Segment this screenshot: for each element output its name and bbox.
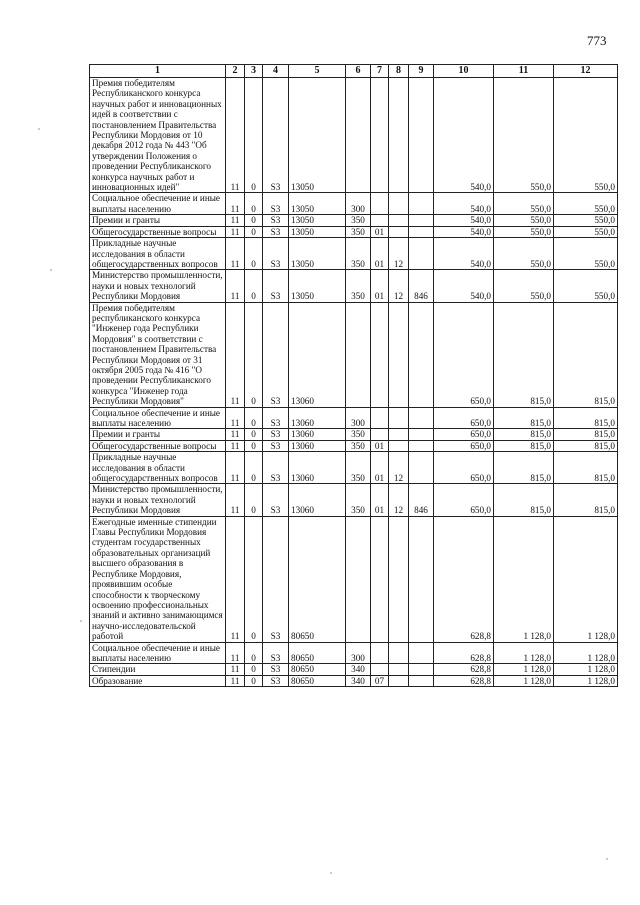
row-value-cell: 01 bbox=[371, 270, 389, 302]
row-value-cell: 11 bbox=[226, 270, 245, 302]
row-value-cell: S3 bbox=[263, 270, 289, 302]
row-value-cell: 350 bbox=[346, 238, 371, 270]
row-value-cell: 540,0 bbox=[434, 270, 494, 302]
row-value-cell: 01 bbox=[371, 226, 389, 237]
row-value-cell: 815,0 bbox=[554, 452, 618, 484]
row-value-cell: 650,0 bbox=[434, 302, 494, 407]
scan-speck bbox=[50, 269, 52, 271]
row-value-cell: 350 bbox=[346, 226, 371, 237]
row-value-cell bbox=[389, 78, 409, 193]
row-value-cell: 815,0 bbox=[494, 407, 554, 429]
row-value-cell: 0 bbox=[245, 452, 263, 484]
row-value-cell: 550,0 bbox=[494, 78, 554, 193]
row-value-cell bbox=[409, 215, 434, 226]
table-row bbox=[90, 215, 618, 226]
row-value-cell: 0 bbox=[245, 302, 263, 407]
row-name-cell: Министерство промышленности, науки и новых технологий Республики Мордовия bbox=[90, 484, 226, 516]
row-value-cell: 550,0 bbox=[494, 238, 554, 270]
row-value-cell bbox=[409, 440, 434, 451]
table-row bbox=[90, 484, 618, 516]
row-name-cell: Премия победителям республиканского конкурса "Инженер года Республики Мордовия" в соответствии с постановлением Правительства Республики Мордовия от 31 октября 2005 года № 416 "О проведении Республиканского конкурса "Инженер года Республики Мордовия" bbox=[90, 302, 226, 407]
row-value-cell bbox=[409, 429, 434, 440]
row-value-cell bbox=[371, 664, 389, 675]
table-row bbox=[90, 675, 618, 686]
row-name-cell: Общегосударственные вопросы bbox=[90, 226, 226, 237]
row-value-cell: 350 bbox=[346, 429, 371, 440]
header-cell: 7 bbox=[371, 65, 389, 78]
row-value-cell: 550,0 bbox=[494, 215, 554, 226]
row-value-cell: 11 bbox=[226, 215, 245, 226]
header-cell: 10 bbox=[434, 65, 494, 78]
row-value-cell: 80650 bbox=[289, 664, 346, 675]
row-value-cell: 0 bbox=[245, 429, 263, 440]
row-value-cell: 1 128,0 bbox=[494, 675, 554, 686]
row-value-cell: 650,0 bbox=[434, 440, 494, 451]
row-name-cell: Стипендии bbox=[90, 664, 226, 675]
row-value-cell: 650,0 bbox=[434, 407, 494, 429]
row-value-cell: 628,8 bbox=[434, 664, 494, 675]
scan-speck bbox=[330, 872, 332, 874]
row-value-cell: S3 bbox=[263, 440, 289, 451]
row-value-cell: S3 bbox=[263, 664, 289, 675]
row-value-cell: 0 bbox=[245, 215, 263, 226]
table-row bbox=[90, 238, 618, 270]
row-value-cell: 0 bbox=[245, 440, 263, 451]
row-value-cell bbox=[389, 516, 409, 642]
row-value-cell: 815,0 bbox=[494, 429, 554, 440]
table-row bbox=[90, 452, 618, 484]
row-value-cell bbox=[371, 429, 389, 440]
row-value-cell: S3 bbox=[263, 452, 289, 484]
row-value-cell bbox=[389, 642, 409, 664]
row-value-cell: 11 bbox=[226, 78, 245, 193]
row-value-cell: 12 bbox=[389, 484, 409, 516]
row-value-cell: 815,0 bbox=[494, 452, 554, 484]
row-value-cell: 80650 bbox=[289, 516, 346, 642]
row-value-cell bbox=[371, 302, 389, 407]
header-cell: 1 bbox=[90, 65, 226, 78]
table-row bbox=[90, 78, 618, 193]
row-value-cell: 1 128,0 bbox=[554, 675, 618, 686]
row-value-cell: 01 bbox=[371, 484, 389, 516]
row-value-cell: 0 bbox=[245, 407, 263, 429]
row-value-cell: 350 bbox=[346, 270, 371, 302]
row-value-cell: 11 bbox=[226, 664, 245, 675]
row-value-cell: 350 bbox=[346, 215, 371, 226]
row-value-cell: 0 bbox=[245, 642, 263, 664]
row-value-cell: 540,0 bbox=[434, 193, 494, 215]
row-value-cell: 13060 bbox=[289, 407, 346, 429]
row-value-cell bbox=[371, 407, 389, 429]
row-value-cell: 0 bbox=[245, 226, 263, 237]
row-value-cell: 11 bbox=[226, 407, 245, 429]
row-value-cell: S3 bbox=[263, 238, 289, 270]
row-value-cell: 550,0 bbox=[554, 78, 618, 193]
row-name-cell: Образование bbox=[90, 675, 226, 686]
header-cell: 6 bbox=[346, 65, 371, 78]
row-value-cell bbox=[389, 226, 409, 237]
budget-table bbox=[89, 64, 618, 687]
row-name-cell: Общегосударственные вопросы bbox=[90, 440, 226, 451]
row-value-cell: 11 bbox=[226, 302, 245, 407]
row-value-cell bbox=[389, 302, 409, 407]
row-value-cell: 550,0 bbox=[494, 226, 554, 237]
row-value-cell: 0 bbox=[245, 675, 263, 686]
table-row bbox=[90, 193, 618, 215]
row-value-cell: 11 bbox=[226, 516, 245, 642]
row-value-cell: 550,0 bbox=[554, 226, 618, 237]
row-value-cell: 11 bbox=[226, 440, 245, 451]
row-value-cell bbox=[389, 193, 409, 215]
row-value-cell: 1 128,0 bbox=[494, 664, 554, 675]
row-value-cell: 13060 bbox=[289, 452, 346, 484]
row-value-cell bbox=[389, 429, 409, 440]
row-value-cell bbox=[371, 516, 389, 642]
row-value-cell: 540,0 bbox=[434, 238, 494, 270]
row-value-cell: 01 bbox=[371, 238, 389, 270]
row-name-cell: Министерство промышленности, науки и новых технологий Республики Мордовия bbox=[90, 270, 226, 302]
row-value-cell bbox=[346, 302, 371, 407]
row-value-cell bbox=[371, 78, 389, 193]
row-value-cell: 550,0 bbox=[554, 238, 618, 270]
row-value-cell: 07 bbox=[371, 675, 389, 686]
row-value-cell: 540,0 bbox=[434, 78, 494, 193]
scan-speck bbox=[38, 128, 40, 130]
table-row bbox=[90, 440, 618, 451]
header-cell: 12 bbox=[554, 65, 618, 78]
row-value-cell: 628,8 bbox=[434, 642, 494, 664]
row-value-cell bbox=[389, 675, 409, 686]
row-name-cell: Ежегодные именные стипендии Главы Республики Мордовия студентам государственных образовательных организаций высшего образования в Республике Мордовия, проявившим особые способности к творческому освоению профессиональных знаний и активно занимающимся научно-исследовательской работой bbox=[90, 516, 226, 642]
row-name-cell: Социальное обеспечение и иные выплаты населению bbox=[90, 193, 226, 215]
row-value-cell: 350 bbox=[346, 440, 371, 451]
row-value-cell: 01 bbox=[371, 440, 389, 451]
row-value-cell: 846 bbox=[409, 484, 434, 516]
header-cell: 5 bbox=[289, 65, 346, 78]
row-value-cell: 300 bbox=[346, 407, 371, 429]
row-value-cell: 846 bbox=[409, 270, 434, 302]
page-number: 773 bbox=[587, 33, 607, 48]
row-value-cell: 13050 bbox=[289, 238, 346, 270]
row-value-cell bbox=[389, 215, 409, 226]
row-value-cell: 11 bbox=[226, 226, 245, 237]
row-value-cell: 650,0 bbox=[434, 452, 494, 484]
row-value-cell: 13060 bbox=[289, 429, 346, 440]
row-value-cell bbox=[409, 642, 434, 664]
row-value-cell: 11 bbox=[226, 429, 245, 440]
row-value-cell bbox=[409, 226, 434, 237]
row-value-cell: S3 bbox=[263, 484, 289, 516]
row-value-cell: 815,0 bbox=[554, 302, 618, 407]
table-row bbox=[90, 664, 618, 675]
row-value-cell: 550,0 bbox=[494, 193, 554, 215]
row-value-cell: 350 bbox=[346, 484, 371, 516]
header-cell: 4 bbox=[263, 65, 289, 78]
row-name-cell: Социальное обеспечение и иные выплаты населению bbox=[90, 407, 226, 429]
row-value-cell bbox=[409, 675, 434, 686]
row-value-cell: 13050 bbox=[289, 215, 346, 226]
row-value-cell: S3 bbox=[263, 193, 289, 215]
row-value-cell: 0 bbox=[245, 193, 263, 215]
row-value-cell: 628,8 bbox=[434, 516, 494, 642]
row-value-cell: 0 bbox=[245, 78, 263, 193]
table-row bbox=[90, 302, 618, 407]
row-value-cell: S3 bbox=[263, 407, 289, 429]
row-value-cell: 540,0 bbox=[434, 215, 494, 226]
row-value-cell: 650,0 bbox=[434, 429, 494, 440]
row-value-cell: 1 128,0 bbox=[554, 516, 618, 642]
table-body bbox=[90, 78, 618, 687]
table-row bbox=[90, 226, 618, 237]
row-value-cell: 550,0 bbox=[494, 270, 554, 302]
row-value-cell bbox=[409, 78, 434, 193]
row-value-cell: S3 bbox=[263, 675, 289, 686]
table-row bbox=[90, 407, 618, 429]
row-name-cell: Премия победителям Республиканского конкурса научных работ и инновационных идей в соответствии с постановлением Правительства Республики Мордовия от 10 декабря 2012 года № 443 "Об утверждении Положения о проведении Республиканского конкурса научных работ и инновационных идей" bbox=[90, 78, 226, 193]
row-value-cell: 815,0 bbox=[554, 440, 618, 451]
row-value-cell: 0 bbox=[245, 238, 263, 270]
row-value-cell: S3 bbox=[263, 215, 289, 226]
header-cell: 8 bbox=[389, 65, 409, 78]
scan-speck bbox=[606, 858, 608, 860]
row-value-cell: 815,0 bbox=[494, 484, 554, 516]
row-value-cell: 13050 bbox=[289, 270, 346, 302]
row-value-cell: 550,0 bbox=[554, 215, 618, 226]
row-value-cell bbox=[346, 516, 371, 642]
row-value-cell: 628,8 bbox=[434, 675, 494, 686]
row-value-cell: 815,0 bbox=[554, 429, 618, 440]
row-value-cell: 350 bbox=[346, 452, 371, 484]
row-value-cell bbox=[389, 664, 409, 675]
header-cell: 2 bbox=[226, 65, 245, 78]
row-value-cell: 1 128,0 bbox=[554, 642, 618, 664]
row-value-cell: 11 bbox=[226, 238, 245, 270]
row-value-cell: 11 bbox=[226, 484, 245, 516]
row-value-cell: S3 bbox=[263, 429, 289, 440]
row-value-cell: 340 bbox=[346, 675, 371, 686]
row-value-cell: 13060 bbox=[289, 440, 346, 451]
row-value-cell: 650,0 bbox=[434, 484, 494, 516]
row-value-cell: 815,0 bbox=[494, 440, 554, 451]
row-value-cell bbox=[409, 452, 434, 484]
row-name-cell: Прикладные научные исследования в области общегосударственных вопросов bbox=[90, 452, 226, 484]
row-value-cell bbox=[371, 642, 389, 664]
row-value-cell: 80650 bbox=[289, 642, 346, 664]
row-value-cell: S3 bbox=[263, 516, 289, 642]
row-value-cell: S3 bbox=[263, 226, 289, 237]
row-value-cell: 80650 bbox=[289, 675, 346, 686]
header-cell: 3 bbox=[245, 65, 263, 78]
row-value-cell: 13050 bbox=[289, 226, 346, 237]
row-value-cell: 13060 bbox=[289, 484, 346, 516]
row-value-cell: S3 bbox=[263, 642, 289, 664]
row-value-cell bbox=[389, 440, 409, 451]
row-value-cell: 1 128,0 bbox=[494, 516, 554, 642]
row-value-cell: 01 bbox=[371, 452, 389, 484]
row-value-cell bbox=[371, 215, 389, 226]
header-cell: 9 bbox=[409, 65, 434, 78]
row-value-cell: 550,0 bbox=[554, 270, 618, 302]
row-value-cell: 815,0 bbox=[554, 484, 618, 516]
header-row bbox=[90, 65, 618, 78]
row-value-cell: 11 bbox=[226, 193, 245, 215]
row-value-cell: 13060 bbox=[289, 302, 346, 407]
row-name-cell: Премии и гранты bbox=[90, 429, 226, 440]
row-value-cell: 0 bbox=[245, 484, 263, 516]
row-value-cell: 12 bbox=[389, 270, 409, 302]
row-name-cell: Премии и гранты bbox=[90, 215, 226, 226]
row-value-cell: 13050 bbox=[289, 78, 346, 193]
table-row bbox=[90, 642, 618, 664]
row-value-cell: 0 bbox=[245, 516, 263, 642]
row-value-cell: 300 bbox=[346, 642, 371, 664]
row-value-cell bbox=[409, 664, 434, 675]
header-cell: 11 bbox=[494, 65, 554, 78]
row-value-cell: 340 bbox=[346, 664, 371, 675]
row-value-cell: 0 bbox=[245, 664, 263, 675]
row-value-cell: S3 bbox=[263, 78, 289, 193]
row-value-cell: 11 bbox=[226, 675, 245, 686]
row-value-cell: 12 bbox=[389, 452, 409, 484]
table-row bbox=[90, 270, 618, 302]
row-name-cell: Прикладные научные исследования в области общегосударственных вопросов bbox=[90, 238, 226, 270]
row-value-cell bbox=[409, 238, 434, 270]
row-value-cell: 540,0 bbox=[434, 226, 494, 237]
scan-speck bbox=[80, 620, 82, 622]
table-row bbox=[90, 429, 618, 440]
row-value-cell: 815,0 bbox=[554, 407, 618, 429]
row-value-cell: 1 128,0 bbox=[494, 642, 554, 664]
row-value-cell: 815,0 bbox=[494, 302, 554, 407]
row-value-cell: 11 bbox=[226, 642, 245, 664]
row-value-cell bbox=[409, 407, 434, 429]
row-value-cell: S3 bbox=[263, 302, 289, 407]
row-value-cell: 13050 bbox=[289, 193, 346, 215]
row-value-cell: 11 bbox=[226, 452, 245, 484]
row-name-cell: Социальное обеспечение и иные выплаты населению bbox=[90, 642, 226, 664]
table-row bbox=[90, 516, 618, 642]
row-value-cell bbox=[346, 78, 371, 193]
row-value-cell bbox=[389, 407, 409, 429]
row-value-cell bbox=[371, 193, 389, 215]
row-value-cell: 550,0 bbox=[554, 193, 618, 215]
row-value-cell bbox=[409, 302, 434, 407]
row-value-cell: 0 bbox=[245, 270, 263, 302]
row-value-cell bbox=[409, 516, 434, 642]
row-value-cell bbox=[409, 193, 434, 215]
row-value-cell: 12 bbox=[389, 238, 409, 270]
row-value-cell: 1 128,0 bbox=[554, 664, 618, 675]
row-value-cell: 300 bbox=[346, 193, 371, 215]
